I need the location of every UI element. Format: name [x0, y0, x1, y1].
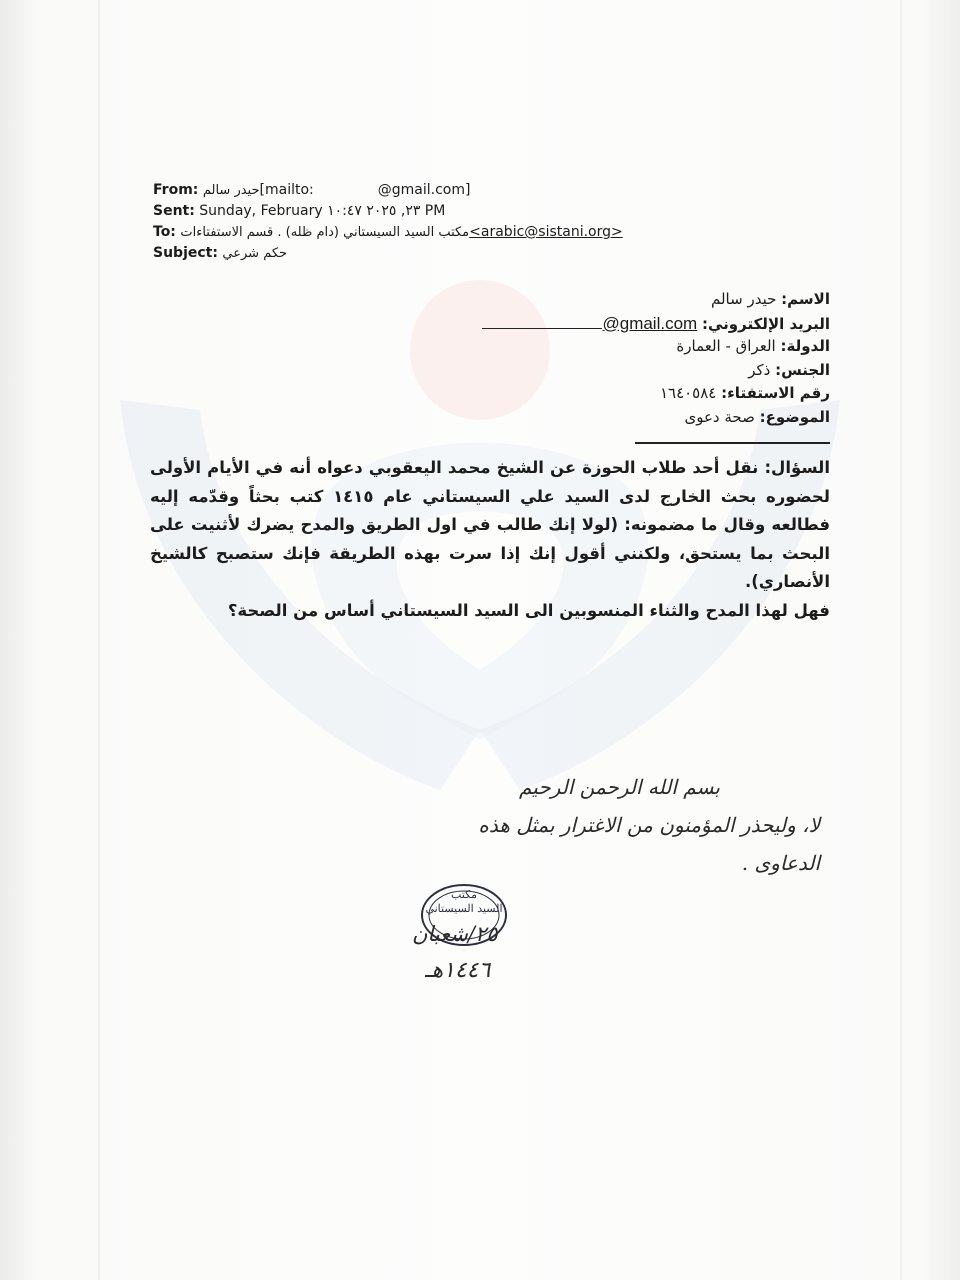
subject-label: Subject:	[153, 245, 218, 261]
info-topic-row	[410, 406, 830, 430]
handwritten-answer	[260, 768, 820, 882]
answer-line-2: الدعاوى .	[741, 851, 820, 875]
fatwa-number-label: رقم الاستفتاء:	[721, 384, 830, 402]
info-country-row	[410, 335, 830, 359]
gender-value: ذكر	[748, 360, 771, 379]
question-block	[150, 454, 830, 625]
email-header	[153, 180, 753, 264]
question-body: نقل أحد طلاب الحوزة عن الشيخ محمد اليعقوبي دعواه أنه في الأيام الأولى لحضوره بحث الخارج لدى السيد علي السيستاني عام ١٤١٥ كتب بحثاً وقدّمه إليه فطالعه وقال ما مضمونه: (لولا إنك طالب في اول الطريق والمدح يضرك لأثنيت على البحث بما يستحق، ولكنني أقول إنك إذا سرت بهذه الطريقة فإنك ستصبح كالشيخ الأنصاري).	[150, 458, 830, 591]
question-final: فهل لهذا المدح والثناء المنسوبين الى السيد السيستاني أساس من الصحة؟	[227, 600, 830, 620]
fatwa-number-value: ١٦٤٠٥٨٤	[659, 384, 717, 402]
country-value: العراق - العمارة	[676, 337, 776, 355]
answer-date: ٢٥/شعبان	[412, 922, 498, 946]
email-to-line	[153, 222, 753, 243]
info-name-row	[410, 288, 830, 312]
seal-line-2: السيد السيستاني	[425, 902, 503, 915]
email-sent-line	[153, 201, 753, 222]
email-redaction-blank	[482, 314, 602, 329]
sent-label: Sent:	[153, 203, 195, 219]
sent-value: Sunday, February ٢٣, ٢٠٢٥ ١٠:٤٧ PM	[199, 203, 446, 219]
question-label: السؤال:	[764, 458, 830, 477]
email-subject-line	[153, 243, 753, 264]
gender-label: الجنس:	[775, 360, 830, 379]
email-domain[interactable]: @gmail.com	[602, 313, 698, 333]
from-label: From:	[153, 182, 199, 198]
question-paragraph	[150, 454, 830, 597]
seal-line-1: مكتب	[450, 888, 478, 901]
name-label: الاسم:	[781, 290, 830, 308]
answer-year: ١٤٤٦هـ	[425, 958, 491, 983]
to-email[interactable]: <arabic@sistani.org>	[469, 224, 623, 240]
info-fatwa-row	[410, 382, 830, 406]
answer-basmala: بسم الله الرحمن الرحيم	[518, 775, 720, 799]
subject-value: حكم شرعي	[222, 246, 288, 261]
country-label: الدولة:	[780, 337, 830, 355]
from-mailto: [mailto:	[259, 182, 314, 198]
email-from-line	[153, 180, 753, 201]
to-name: مكتب السيد السيستاني (دام ظله) . قسم الاستفتاءات	[180, 225, 470, 240]
from-email: @gmail.com]	[377, 182, 471, 198]
email-value	[482, 314, 697, 333]
info-divider	[635, 442, 830, 444]
info-email-row	[410, 312, 830, 336]
info-gender-row	[410, 359, 830, 383]
from-name: حيدر سالم	[202, 183, 260, 198]
inquiry-info	[410, 288, 830, 429]
topic-label: الموضوع:	[759, 407, 830, 426]
to-label: To:	[153, 224, 176, 240]
topic-value: صحة دعوى	[684, 407, 755, 426]
email-label: البريد الإلكتروني:	[702, 314, 830, 333]
name-value: حيدر سالم	[711, 290, 777, 308]
answer-line-1: لا، وليحذر المؤمنون من الاغترار بمثل هذه	[478, 813, 820, 837]
paper-edge-line	[900, 0, 902, 1280]
